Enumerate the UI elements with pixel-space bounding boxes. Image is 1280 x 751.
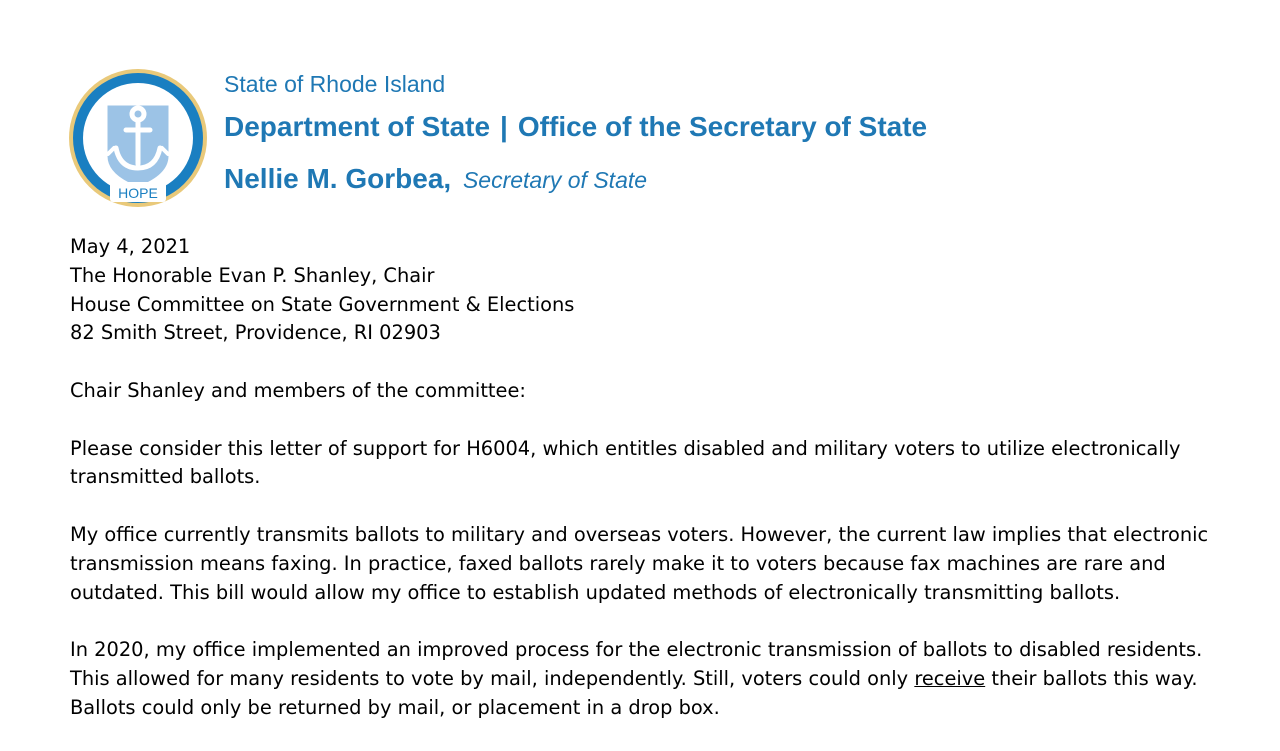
office-name: Office of the Secretary of State bbox=[517, 111, 928, 142]
secretary-title: Secretary of State bbox=[462, 167, 648, 193]
secretary-line bbox=[224, 163, 647, 195]
letter-date: May 4, 2021 bbox=[70, 235, 191, 258]
department-name: Department of State bbox=[224, 111, 491, 142]
letter-body bbox=[70, 233, 1220, 751]
paragraph-3 bbox=[70, 636, 1220, 722]
salutation: Chair Shanley and members of the committee: bbox=[70, 378, 526, 402]
secretary-name: Nellie M. Gorbea, bbox=[224, 163, 452, 194]
seal-hope-text: HOPE bbox=[118, 185, 158, 201]
paragraph-1: Please consider this letter of support for H6004, which entitles disabled and military voters to utilize electronically transmitted ballots. bbox=[70, 436, 1181, 489]
committee-name: House Committee on State Government & Elections bbox=[70, 292, 575, 316]
header-separator: | bbox=[500, 111, 508, 142]
recipient-address: 82 Smith Street, Providence, RI 02903 bbox=[70, 321, 441, 345]
state-seal-logo bbox=[68, 68, 208, 208]
state-name: State of Rhode Island bbox=[224, 71, 446, 97]
paragraph-2: My office currently transmits ballots to military and overseas voters. However, the current law implies that electronic transmission means faxing. In practice, faxed ballots rarely make it to voters because fax machines are rare and outdated. This bill would allow my office to establish updated methods of electronically transmitting ballots. bbox=[70, 522, 1209, 604]
paragraph-3-text-a: In 2020, my office implemented an improved process for the electronic transmission of ballots to disabled residents. This allowed for many residents to vote by mail, independently. Still, voters could only bbox=[70, 638, 1203, 690]
recipient-name: The Honorable Evan P. Shanley, Chair bbox=[70, 263, 435, 287]
department-line bbox=[224, 111, 927, 143]
address-block bbox=[70, 233, 1220, 348]
underlined-word: receive bbox=[914, 666, 986, 690]
paragraph-3-text-b: their ballots this way. Ballots could only be returned by mail, or placement in a drop box. bbox=[70, 666, 1198, 719]
